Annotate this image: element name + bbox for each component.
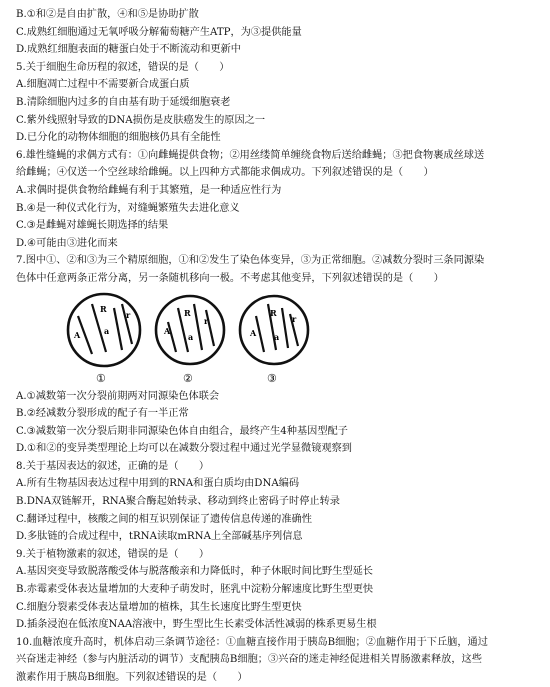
question-text-bottom [16,388,536,687]
text-line: A.所有生物基因表达过程中用到的RNA和蛋白质均由DNA编码 [16,478,300,490]
cell-label-2: ② [183,371,193,385]
question-text-top [16,6,536,288]
gene-label: R [184,307,191,318]
text-line: D.插条浸泡在低浓度NAA溶液中，野生型比生长素受体活性减弱的株系更易生根 [16,619,377,631]
text-line: C.③减数第一次分裂后期非同源染色体自由组合，最终产生4种基因型配子 [16,425,348,437]
cell-label-3: ③ [267,371,277,385]
text-line: A.基因突变导致脱落酸受体与脱落酸亲和力降低时，种子休眠时间比野生型延长 [16,566,373,578]
text-line: D.多肽链的合成过程中，tRNA读取mRNA上全部碱基序列信息 [16,531,303,543]
text-line: B.④是一种仪式化行为，对缝蝇繁殖失去进化意义 [16,202,240,214]
text-line: 5.关于细胞生命历程的叙述，错误的是（ ） [16,61,230,73]
gene-label: r [292,313,297,324]
text-line: 激素作用于胰岛B细胞。下列叙述错误的是（ ） [16,672,248,683]
text-line: 给雌蝇；④仅送一个空丝球给雌蝇。以上四种方式都能求偶成功。下列叙述错误的是（ ） [16,167,434,179]
gene-label: A [250,327,257,338]
text-line: C.③是雌蝇对雄蝇长期选择的结果 [16,220,169,232]
text-line: B.清除细胞内过多的自由基有助于延缓细胞衰老 [16,96,231,108]
cell-3 [240,296,308,364]
text-line: D.④可能由③进化而来 [16,237,118,249]
text-line: 兴奋迷走神经（参与内脏活动的调节）支配胰岛B细胞；③兴奋的迷走神经促进相关胃肠激素释放，这些 [16,654,482,666]
text-line: A.细胞凋亡过程中不需要新合成蛋白质 [16,79,190,91]
text-line: B.赤霉素受体表达量增加的大麦种子萌发时，胚乳中淀粉分解速度比野生型更快 [16,584,374,596]
text-line: C.细胞分裂素受体表达量增加的植株，其生长速度比野生型更快 [16,601,302,613]
text-line: B.DNA双链解开，RNA聚合酶起始转录、移动到终止密码子时停止转录 [16,496,340,508]
text-line: B.①和②是自由扩散，④和⑤是协助扩散 [16,9,199,20]
gene-label: R [270,307,277,318]
spermatogonia-diagram [60,290,320,386]
text-line: C.成熟红细胞通过无氧呼吸分解葡萄糖产生ATP，为③提供能量 [16,26,302,38]
text-line: 10.血糖浓度升高时，机体启动三条调节途径：①血糖直接作用于胰岛B细胞；②血糖作用于下丘脑，通过 [16,636,488,648]
cell-2 [156,296,224,364]
cell-label-1: ① [96,371,106,385]
text-line: 8.关于基因表达的叙述，正确的是（ ） [16,460,210,472]
text-line: 9.关于植物激素的叙述，错误的是（ ） [16,548,210,560]
gene-label: a [274,331,280,342]
gene-label: A [164,325,171,336]
text-line: A.①减数第一次分裂前期两对同源染色体联会 [16,390,220,402]
text-line: 色体中任意两条正常分离，另一条随机移向一极。不考虑其他变异，下列叙述错误的是（ ） [16,272,444,284]
gene-label: A [74,329,81,340]
gene-label: r [204,315,209,326]
text-line: 6.雄性缝蝇的求偶方式有：①向雌蝇提供食物；②用丝缕简单缠绕食物后送给雌蝇；③把食物裹成丝球送 [16,149,485,161]
gene-label: a [188,331,194,342]
text-line: D.①和②的变异类型理论上均可以在减数分裂过程中通过光学显微镜观察到 [16,443,352,455]
text-line: D.成熟红细胞表面的糖蛋白处于不断流动和更新中 [16,44,241,56]
text-line: 7.图中①、②和③为三个精原细胞，①和②发生了染色体变异，③为正常细胞。②减数分裂时三条同源染 [16,255,485,267]
text-line: A.求偶时提供食物给雌蝇有利于其繁殖，是一种适应性行为 [16,184,282,196]
gene-label: R [100,303,107,314]
cell-1 [68,294,140,366]
text-line: B.②经减数分裂形成的配子有一半正常 [16,408,189,420]
cell-figure [16,290,536,386]
gene-label: r [126,309,131,320]
gene-label: a [104,325,110,336]
text-line: D.已分化的动物体细胞的细胞核仍具有全能性 [16,132,221,144]
text-line: C.紫外线照射导致的DNA损伤是皮肤癌发生的原因之一 [16,114,266,126]
text-line: C.翻译过程中，核酸之间的相互识别保证了遗传信息传递的准确性 [16,513,312,525]
